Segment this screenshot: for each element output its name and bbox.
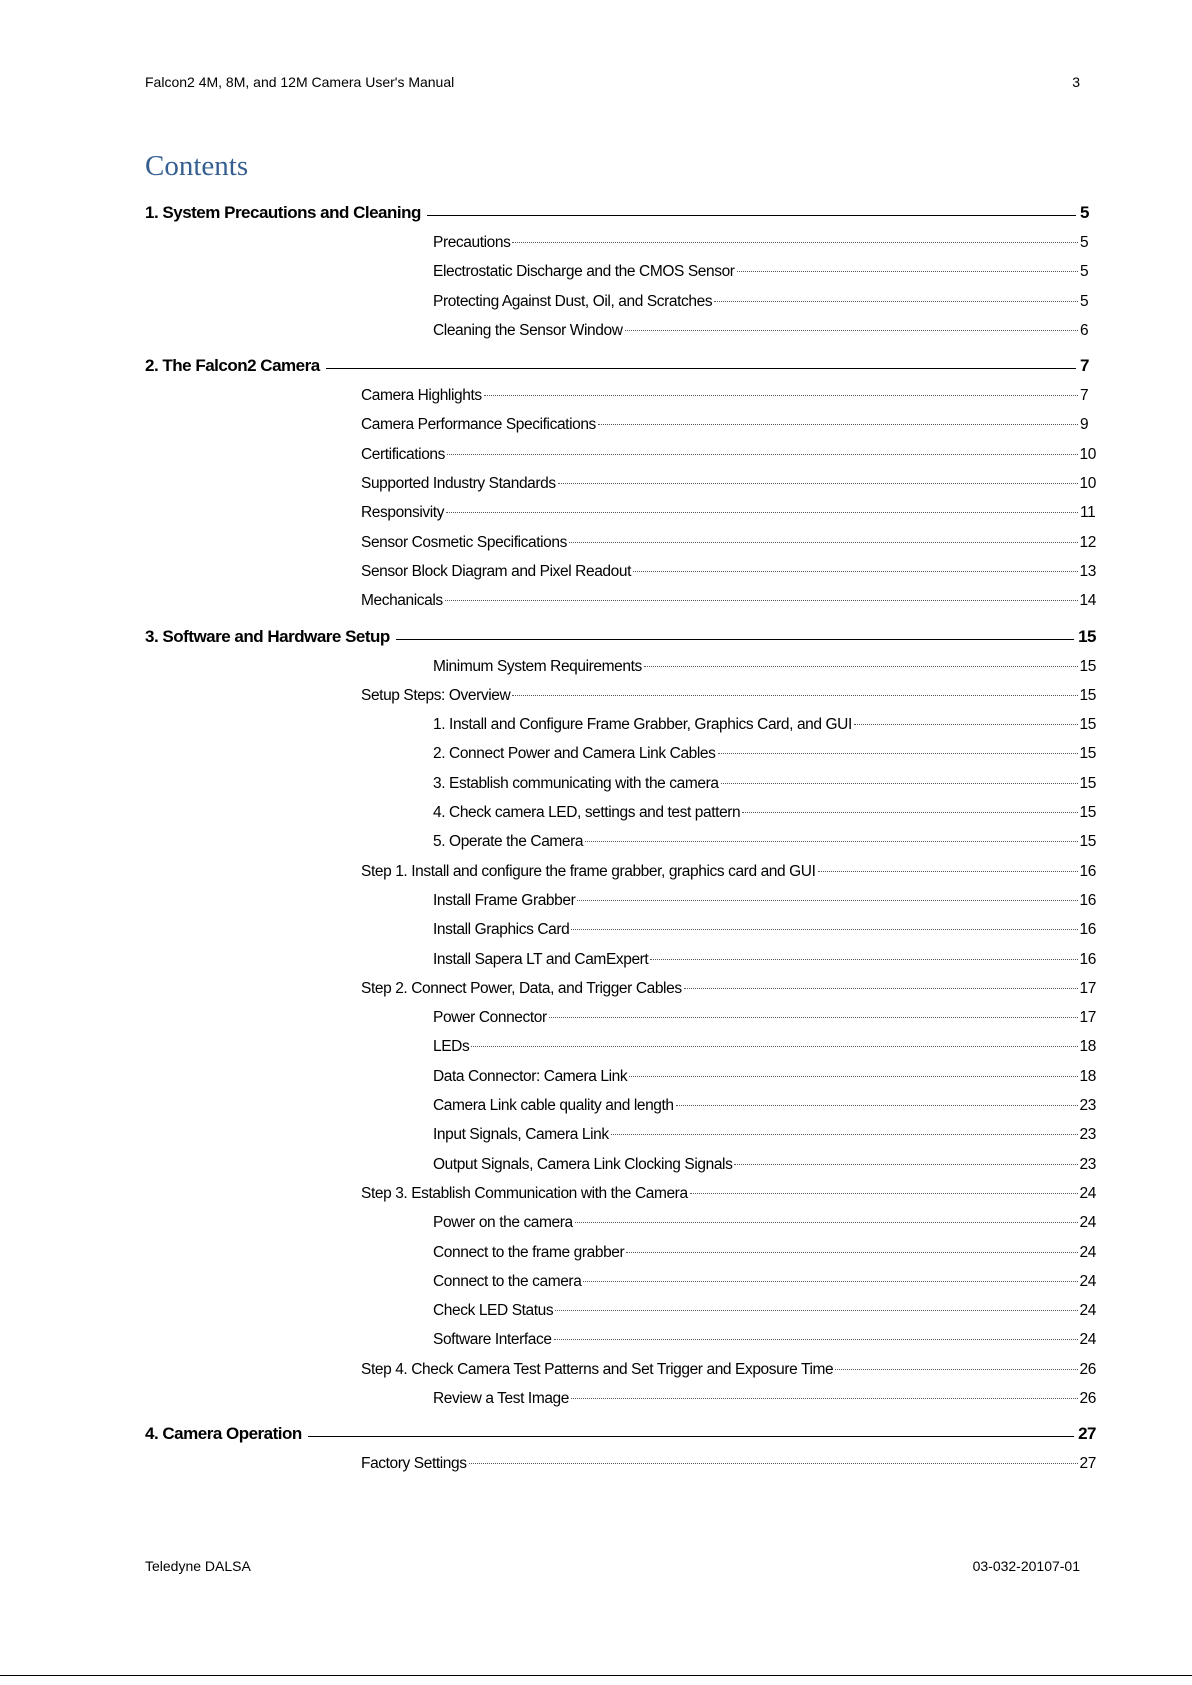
toc-leader xyxy=(471,1045,1077,1047)
toc-entry[interactable] xyxy=(145,915,1096,944)
toc-leader xyxy=(575,1221,1078,1223)
toc-entry-title: Cleaning the Sensor Window xyxy=(433,321,623,339)
toc-entry-page: 23 xyxy=(1079,1097,1096,1115)
toc-leader xyxy=(633,570,1078,572)
toc-entry-page: 16 xyxy=(1079,921,1096,939)
toc-leader xyxy=(554,1338,1078,1340)
toc-entry-page: 5 xyxy=(1080,263,1089,281)
toc-entry-title: Data Connector: Camera Link xyxy=(433,1067,628,1085)
toc-entry-title: Factory Settings xyxy=(361,1455,467,1473)
toc-leader xyxy=(626,1251,1077,1253)
toc-entry-page: 15 xyxy=(1079,686,1096,704)
toc-entry-title: Protecting Against Dust, Oil, and Scratches xyxy=(433,292,713,310)
toc-entry-title: 4. Camera Operation xyxy=(145,1424,302,1444)
toc-leader xyxy=(583,1280,1077,1282)
toc-entry-title: Power on the camera xyxy=(433,1214,573,1232)
toc-entry[interactable] xyxy=(145,769,1096,798)
toc-leader xyxy=(558,482,1078,484)
toc-entry[interactable] xyxy=(145,498,1096,527)
toc-entry[interactable] xyxy=(145,440,1096,469)
toc-entry[interactable] xyxy=(145,974,1096,1003)
footer-company: Teledyne DALSA xyxy=(145,1558,251,1574)
toc-entry-page: 15 xyxy=(1079,804,1096,822)
toc-entry-page: 26 xyxy=(1079,1389,1096,1407)
toc-entry-title: Input Signals, Camera Link xyxy=(433,1126,609,1144)
toc-entry-title: Check LED Status xyxy=(433,1302,554,1320)
toc-chapter-entry[interactable] xyxy=(145,351,1096,381)
toc-entry[interactable] xyxy=(145,1238,1096,1267)
toc-entry-title: Connect to the frame grabber xyxy=(433,1243,625,1261)
toc-leader xyxy=(512,241,1078,243)
toc-entry-title: Install Sapera LT and CamExpert xyxy=(433,950,649,968)
toc-leader xyxy=(308,1435,1074,1437)
toc-entry-page: 15 xyxy=(1079,657,1096,675)
toc-leader xyxy=(818,870,1078,872)
toc-leader xyxy=(469,1462,1078,1464)
toc-entry-page: 15 xyxy=(1079,774,1096,792)
toc-entry[interactable] xyxy=(145,681,1096,710)
toc-entry-page: 23 xyxy=(1079,1126,1096,1144)
toc-leader xyxy=(549,1016,1078,1018)
toc-leader xyxy=(734,1163,1077,1165)
toc-entry-page: 17 xyxy=(1079,979,1096,997)
toc-chapter-entry[interactable] xyxy=(145,198,1096,228)
toc-leader xyxy=(854,723,1078,725)
toc-leader xyxy=(484,394,1078,396)
toc-entry-page: 24 xyxy=(1079,1214,1096,1232)
toc-entry-title: Install Frame Grabber xyxy=(433,891,576,909)
toc-entry-title: Step 1. Install and configure the frame grabber, graphics card and GUI xyxy=(361,862,816,880)
toc-entry-title: LEDs xyxy=(433,1038,470,1056)
toc-leader xyxy=(644,665,1078,667)
toc-entry[interactable] xyxy=(145,1449,1096,1478)
toc-entry-page: 6 xyxy=(1080,321,1089,339)
toc-entry-page: 15 xyxy=(1079,745,1096,763)
toc-entry-title: 3. Software and Hardware Setup xyxy=(145,626,390,646)
toc-leader xyxy=(718,752,1078,754)
toc-entry[interactable] xyxy=(145,316,1096,345)
toc-entry-title: Electrostatic Discharge and the CMOS Sensor xyxy=(433,263,735,281)
toc-entry-title: Step 3. Establish Communication with the Camera xyxy=(361,1184,688,1202)
toc-leader xyxy=(714,300,1078,302)
toc-entry-title: 5. Operate the Camera xyxy=(433,833,584,851)
toc-entry[interactable] xyxy=(145,1032,1096,1061)
toc-entry[interactable] xyxy=(145,228,1096,257)
toc-entry[interactable] xyxy=(145,557,1096,586)
toc-entry[interactable] xyxy=(145,586,1096,615)
toc-leader xyxy=(625,329,1079,331)
toc-entry-page: 18 xyxy=(1079,1038,1096,1056)
toc-entry-title: 2. The Falcon2 Camera xyxy=(145,356,320,376)
toc-leader xyxy=(326,367,1076,369)
toc-entry-page: 5 xyxy=(1080,234,1089,251)
toc-leader xyxy=(742,811,1077,813)
toc-entry-page: 5 xyxy=(1080,203,1089,222)
toc-entry-title: Install Graphics Card xyxy=(433,921,570,939)
page-header xyxy=(145,74,1080,90)
toc-entry[interactable] xyxy=(145,1384,1096,1413)
toc-entry-title: Output Signals, Camera Link Clocking Signals xyxy=(433,1155,733,1173)
toc-entry[interactable] xyxy=(145,1355,1096,1384)
toc-entry-title: Precautions xyxy=(433,234,511,251)
toc-entry-title: Responsivity xyxy=(361,504,445,522)
toc-entry-page: 11 xyxy=(1080,504,1096,522)
toc-entry[interactable] xyxy=(145,1208,1096,1237)
toc-entry-page: 23 xyxy=(1079,1155,1096,1173)
toc-entry-page: 13 xyxy=(1079,562,1096,580)
toc-chapter-entry[interactable] xyxy=(145,622,1096,652)
toc-entry[interactable] xyxy=(145,1003,1096,1032)
toc-entry-page: 15 xyxy=(1079,833,1096,851)
toc-leader xyxy=(396,638,1074,640)
toc-entry[interactable] xyxy=(145,257,1096,286)
toc-entry-title: 3. Establish communicating with the camera xyxy=(433,774,719,792)
toc-leader xyxy=(571,1397,1078,1399)
toc-leader xyxy=(447,453,1078,455)
toc-entry-page: 16 xyxy=(1079,891,1096,909)
toc-entry[interactable] xyxy=(145,410,1096,439)
toc-entry-page: 24 xyxy=(1079,1331,1096,1349)
toc-leader xyxy=(555,1309,1077,1311)
toc-leader xyxy=(427,214,1076,216)
toc-entry-title: 4. Check camera LED, settings and test pattern xyxy=(433,804,741,822)
toc-leader xyxy=(585,840,1077,842)
header-page-number: 3 xyxy=(1072,74,1080,90)
toc-leader xyxy=(737,270,1078,272)
toc-entry-page: 27 xyxy=(1079,1455,1096,1473)
toc-leader xyxy=(684,987,1078,989)
toc-leader xyxy=(676,1104,1078,1106)
toc-entry-title: Mechanicals xyxy=(361,592,443,610)
toc-leader xyxy=(650,958,1077,960)
toc-entry-title: 1. Install and Configure Frame Grabber, Graphics Card, and GUI xyxy=(433,716,852,734)
toc-entry-title: 1. System Precautions and Cleaning xyxy=(145,203,421,222)
toc-entry[interactable] xyxy=(145,381,1096,410)
toc-entry-page: 17 xyxy=(1079,1009,1096,1027)
toc-entry-page: 24 xyxy=(1079,1184,1096,1202)
toc-entry-page: 26 xyxy=(1079,1360,1096,1378)
toc-entry-page: 9 xyxy=(1080,416,1089,434)
toc-entry[interactable] xyxy=(145,945,1096,974)
toc-leader xyxy=(446,511,1078,513)
toc-leader xyxy=(512,694,1077,696)
toc-leader xyxy=(577,899,1077,901)
manual-title: Falcon2 4M, 8M, and 12M Camera User's Manual xyxy=(145,74,455,90)
toc-entry-page: 15 xyxy=(1079,716,1096,734)
toc-entry-page: 18 xyxy=(1079,1067,1096,1085)
toc-entry-page: 5 xyxy=(1080,292,1089,310)
toc-entry[interactable] xyxy=(145,1120,1096,1149)
toc-entry-page: 16 xyxy=(1079,950,1096,968)
toc-leader xyxy=(598,423,1078,425)
toc-leader xyxy=(690,1192,1078,1194)
toc-chapter-entry[interactable] xyxy=(145,1419,1096,1449)
toc-leader xyxy=(445,599,1078,601)
toc-entry[interactable] xyxy=(145,710,1096,739)
toc-entry[interactable] xyxy=(145,1267,1096,1296)
toc-entry-title: Camera Performance Specifications xyxy=(361,416,596,434)
toc-entry-page: 27 xyxy=(1078,1424,1096,1444)
toc-entry-title: Sensor Cosmetic Specifications xyxy=(361,533,567,551)
toc-entry[interactable] xyxy=(145,1091,1096,1120)
toc-entry-page: 24 xyxy=(1079,1272,1096,1290)
toc-entry-page: 12 xyxy=(1079,533,1096,551)
toc-entry-title: Certifications xyxy=(361,445,445,463)
toc-entry[interactable] xyxy=(145,886,1096,915)
toc-entry-title: Step 2. Connect Power, Data, and Trigger Cables xyxy=(361,979,682,997)
toc-entry-page: 10 xyxy=(1079,475,1096,493)
page-footer xyxy=(145,1558,1080,1574)
toc-entry-title: Supported Industry Standards xyxy=(361,475,556,493)
toc-entry[interactable] xyxy=(145,739,1096,768)
toc-entry[interactable] xyxy=(145,798,1096,827)
toc-leader xyxy=(721,782,1078,784)
toc-entry[interactable] xyxy=(145,528,1096,557)
toc-entry-title: Power Connector xyxy=(433,1009,547,1027)
toc-entry-title: Sensor Block Diagram and Pixel Readout xyxy=(361,562,631,580)
toc-entry-title: Camera Highlights xyxy=(361,387,482,405)
toc-entry-page: 24 xyxy=(1079,1302,1096,1320)
toc-entry-title: Software Interface xyxy=(433,1331,552,1349)
toc-entry-page: 15 xyxy=(1078,626,1096,646)
toc-entry-page: 10 xyxy=(1079,445,1096,463)
toc-entry-page: 7 xyxy=(1080,387,1089,405)
toc-entry-page: 24 xyxy=(1079,1243,1096,1261)
toc-entry-page: 16 xyxy=(1079,862,1096,880)
toc-entry-title: Setup Steps: Overview xyxy=(361,686,511,704)
toc-entry[interactable] xyxy=(145,1325,1096,1354)
toc-entry[interactable] xyxy=(145,857,1096,886)
toc-entry[interactable] xyxy=(145,1296,1096,1325)
toc-leader xyxy=(629,1075,1077,1077)
toc-leader xyxy=(571,928,1077,930)
toc-entry-title: Connect to the camera xyxy=(433,1272,582,1290)
toc-entry[interactable] xyxy=(145,652,1096,681)
footer-document-number: 03-032-20107-01 xyxy=(972,1558,1080,1574)
table-of-contents xyxy=(145,198,1096,1479)
toc-entry[interactable] xyxy=(145,1150,1096,1179)
toc-entry-title: 2. Connect Power and Camera Link Cables xyxy=(433,745,716,763)
toc-entry[interactable] xyxy=(145,1179,1096,1208)
toc-leader xyxy=(611,1133,1078,1135)
contents-heading: Contents xyxy=(145,150,249,182)
toc-entry[interactable] xyxy=(145,287,1096,316)
toc-entry[interactable] xyxy=(145,1062,1096,1091)
toc-entry-title: Review a Test Image xyxy=(433,1389,569,1407)
toc-entry[interactable] xyxy=(145,469,1096,498)
toc-entry-page: 14 xyxy=(1079,592,1096,610)
bottom-divider xyxy=(0,1675,1192,1676)
toc-entry[interactable] xyxy=(145,827,1096,856)
toc-leader xyxy=(569,541,1078,543)
toc-entry-title: Step 4. Check Camera Test Patterns and Set Trigger and Exposure Time xyxy=(361,1360,834,1378)
toc-leader xyxy=(835,1368,1077,1370)
toc-entry-page: 7 xyxy=(1080,356,1089,376)
toc-entry-title: Camera Link cable quality and length xyxy=(433,1097,674,1115)
toc-entry-title: Minimum System Requirements xyxy=(433,657,642,675)
